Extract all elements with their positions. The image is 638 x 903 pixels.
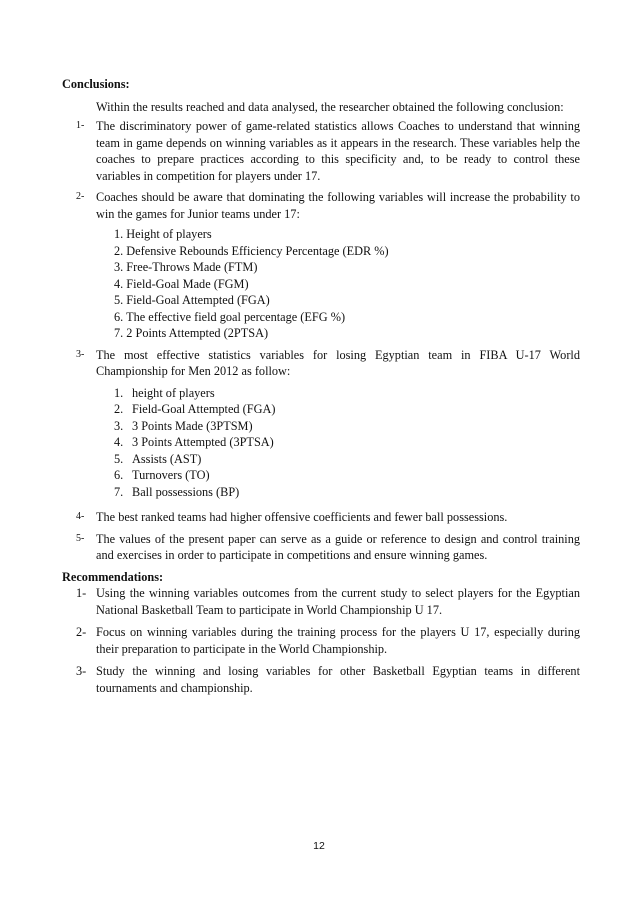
list-item: [114, 434, 580, 451]
recommendations-heading: Recommendations:: [62, 569, 164, 584]
recommendations-list: [62, 585, 580, 696]
list-item-number: 7.: [114, 484, 124, 499]
recommendation-text: Study the winning and losing variables for other Basketball Egyptian teams in different tournaments and championship.: [96, 664, 580, 695]
losing-variables-list: [114, 385, 580, 501]
list-item: [114, 401, 580, 418]
conclusion-text: Coaches should be aware that dominating the following variables will increase the probability to win the games for Junior teams under 17:: [96, 190, 580, 221]
conclusion-item: [62, 347, 580, 501]
conclusions-list: [62, 118, 580, 564]
conclusion-item: [62, 189, 580, 342]
list-item-number: 3.: [114, 418, 124, 433]
recommendation-item: [62, 585, 580, 618]
recommendation-text: Using the winning variables outcomes from the current study to select players for the Egyptian National Basketball Team to participate in World Championship U 17.: [96, 586, 580, 617]
recommendation-item: [62, 663, 580, 696]
list-item: [114, 451, 580, 468]
list-item-number: 2.: [114, 402, 124, 416]
list-item: [114, 467, 580, 484]
conclusion-text: The discriminatory power of game-related statistics allows Coaches to understand that winning team in game depends on winning variables as it appears in the research. These variables help the coaches to prepare practices according to this specificity and, to be ready to control these variables in competition for players under 17.: [96, 119, 580, 183]
recommendation-item: [62, 624, 580, 657]
list-item: 6. The effective field goal percentage (EFG %): [114, 309, 346, 324]
list-item: 7. 2 Points Attempted (2PTSA): [114, 326, 269, 340]
list-item-text: 3 Points Made (3PTSM): [132, 418, 253, 433]
list-item-text: Assists (AST): [132, 451, 202, 466]
list-item: [114, 385, 580, 402]
list-item: 2. Defensive Rebounds Efficiency Percentage (EDR %): [114, 243, 389, 258]
page-number: 12: [313, 840, 325, 852]
conclusion-item: [62, 118, 580, 184]
list-item: [114, 418, 580, 435]
list-item: 3. Free-Throws Made (FTM): [114, 260, 258, 274]
conclusion-item: [62, 531, 580, 564]
list-number: 3-: [76, 348, 85, 360]
list-item-text: Turnovers (TO): [132, 468, 210, 482]
list-item: 4. Field-Goal Made (FGM): [114, 276, 249, 291]
list-item: [114, 484, 580, 501]
list-item-text: Field-Goal Attempted (FGA): [132, 402, 276, 416]
list-number: 1-: [76, 586, 87, 600]
conclusion-text: The most effective statistics variables for losing Egyptian team in FIBA U-17 World Championship for Men 2012 as follow:: [96, 347, 580, 378]
list-item-number: 4.: [114, 435, 124, 449]
list-number: 2-: [76, 625, 87, 639]
conclusions-intro: Within the results reached and data analysed, the researcher obtained the following conclusion:: [96, 99, 564, 114]
list-number: 5-: [76, 532, 85, 544]
list-item-text: height of players: [132, 385, 215, 400]
list-number: 4-: [76, 511, 85, 522]
conclusions-heading: Conclusions:: [62, 77, 130, 91]
conclusion-text: The values of the present paper can serve as a guide or reference to design and control training and exercises in order to participate in competitions and ensure winning games.: [96, 531, 580, 562]
list-item-number: 6.: [114, 468, 124, 482]
list-number: 2-: [76, 191, 85, 202]
list-item-number: 1.: [114, 385, 124, 400]
list-number: 3-: [76, 664, 87, 678]
page-content: [62, 76, 580, 702]
conclusion-text: The best ranked teams had higher offensive coefficients and fewer ball possessions.: [96, 510, 508, 524]
list-item-text: 3 Points Attempted (3PTSA): [132, 435, 274, 449]
conclusion-item: [62, 509, 580, 526]
list-item: 1. Height of players: [114, 227, 212, 241]
winning-variables-list: [114, 226, 580, 342]
list-item-text: Ball possessions (BP): [132, 484, 240, 499]
recommendation-text: Focus on winning variables during the training process for the players U 17, especially during their preparation to participate in the World Championship.: [96, 625, 580, 656]
list-number: 1-: [76, 120, 85, 131]
list-item-number: 5.: [114, 451, 124, 466]
list-item: 5. Field-Goal Attempted (FGA): [114, 293, 270, 307]
